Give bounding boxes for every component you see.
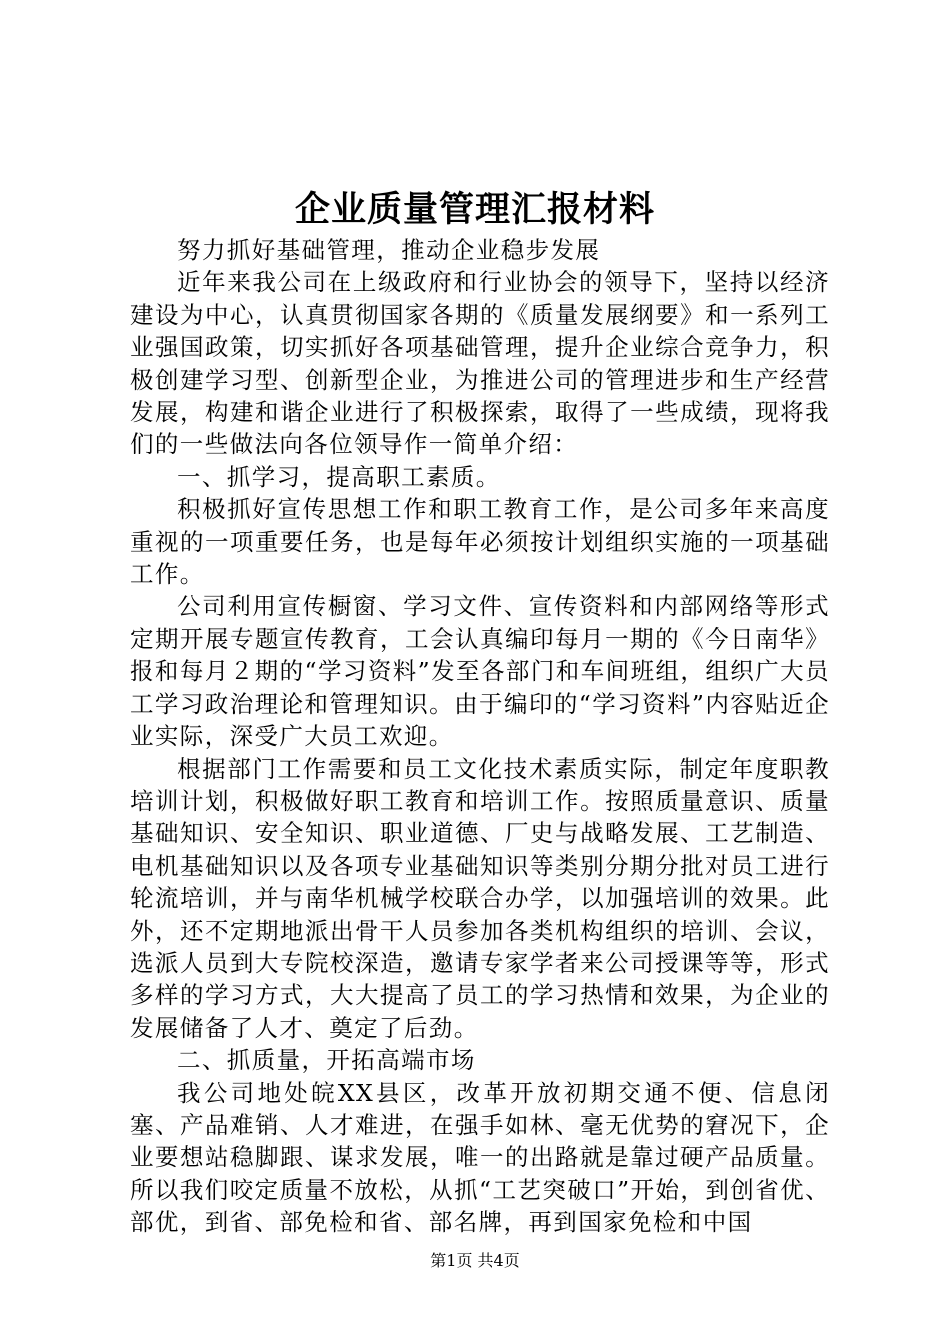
paragraph-subtitle: 努力抓好基础管理，推动企业稳步发展 bbox=[177, 236, 601, 264]
paragraph-study-2: 公司利用宣传橱窗、学习文件、宣传资料和内部网络等形式定期开展专题宣传教育，工会认真编印每月一期的《今日南华》报和每月２期的“学习资料”发至各部门和车间班组，组织广大员工学习政治理论和管理知识。由于编印的“学习资料”内容贴近企业实际，深受广大员工欢迎。 bbox=[130, 592, 830, 751]
page-footer: 第1页 共4页 bbox=[430, 1251, 520, 1270]
section-heading-quality: 二、抓质量，开拓高端市场 bbox=[177, 1046, 476, 1075]
paragraph-study-3: 根据部门工作需要和员工文化技术素质实际，制定年度职教培训计划，积极做好职工教育和培训工作。按照质量意识、质量基础知识、安全知识、职业道德、厂史与战略发展、工艺制造、电机基础知识以及各项专业基础知识等类别分期分批对员工进行轮流培训，并与南华机械学校联合办学，以加强培训的效果。此外，还不定期地派出骨干人员参加各类机构组织的培训、会议，选派人员到大专院校深造，邀请专家学者来公司授课等等，形式多样的学习方式，大大提高了员工的学习热情和效果，为企业的发展储备了人才、奠定了后劲。 bbox=[130, 754, 830, 1042]
section-heading-study: 一、抓学习，提高职工素质。 bbox=[177, 462, 501, 491]
paragraph-quality-1: 我公司地处皖XX县区，改革开放初期交通不便、信息闭塞、产品难销、人才难进，在强手如林、毫无优势的窘况下，企业要想站稳脚跟、谋求发展，唯一的出路就是靠过硬产品质量。所以我们咬定质量不放松，从抓“工艺突破口”开始，到创省优、部优，到省、部免检和省、部名牌，再到国家免检和中国 bbox=[130, 1078, 830, 1237]
paragraph-intro: 近年来我公司在上级政府和行业协会的领导下，坚持以经济建设为中心，认真贯彻国家各期的《质量发展纲要》和一系列工业强国政策，切实抓好各项基础管理，提升企业综合竞争力，积极创建学习型、创新型企业，为推进公司的管理进步和生产经营发展，构建和谐企业进行了积极探索，取得了一些成绩，现将我们的一些做法向各位领导作一简单介绍： bbox=[130, 268, 830, 459]
paragraph-study-1: 积极抓好宣传思想工作和职工教育工作，是公司多年来高度重视的一项重要任务，也是每年必须按计划组织实施的一项基础工作。 bbox=[130, 495, 830, 589]
document-title: 企业质量管理汇报材料 bbox=[294, 189, 655, 230]
document-body bbox=[130, 234, 830, 1239]
